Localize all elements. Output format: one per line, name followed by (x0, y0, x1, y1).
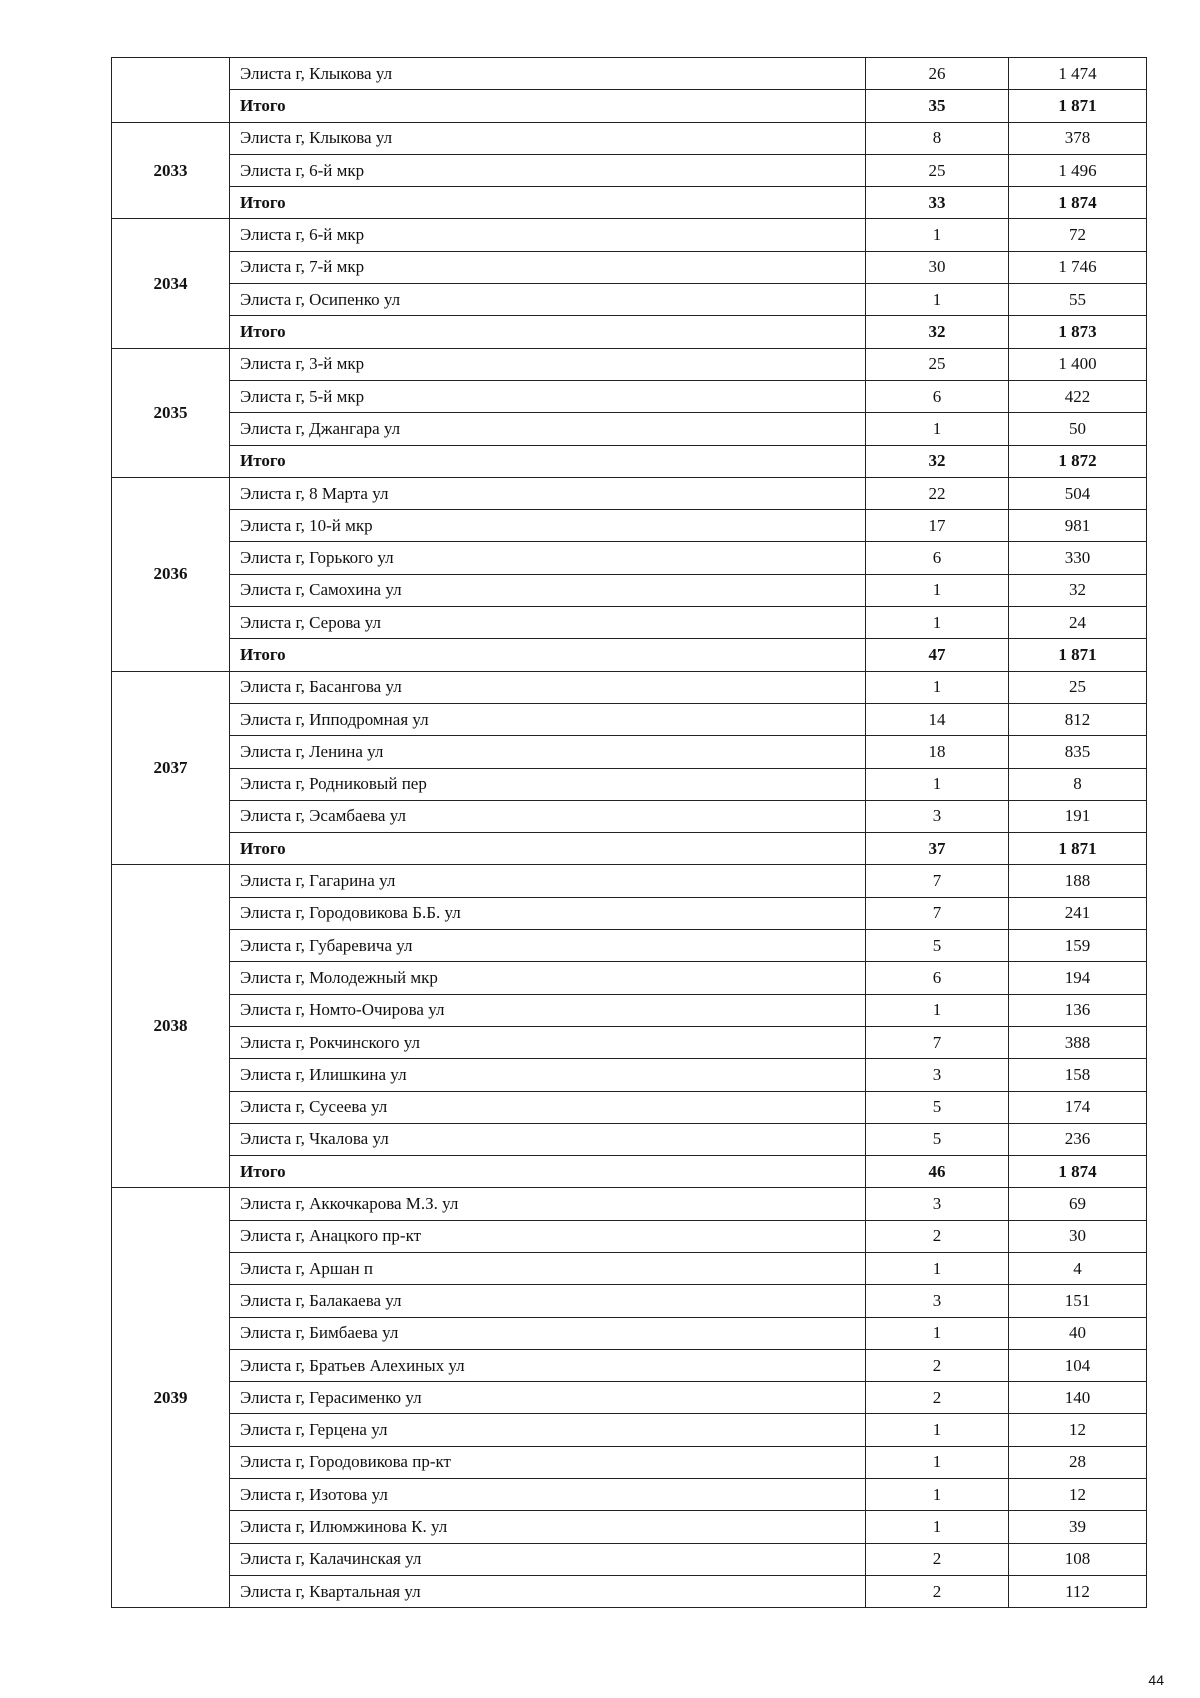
count-cell: 6 (866, 380, 1009, 412)
address-cell: Элиста г, Аккочкарова М.З. ул (230, 1188, 866, 1220)
total-row (112, 445, 1147, 477)
count-cell: 1 (866, 994, 1009, 1026)
address-cell: Элиста г, Илюмжинова К. ул (230, 1511, 866, 1543)
address-cell: Элиста г, Клыкова ул (230, 58, 866, 90)
count-cell: 3 (866, 1188, 1009, 1220)
table-body (112, 58, 1147, 1608)
count-cell: 1 (866, 1479, 1009, 1511)
address-cell: Элиста г, Самохина ул (230, 574, 866, 606)
count-cell: 1 (866, 284, 1009, 316)
year-cell: 2034 (112, 219, 230, 348)
table-row (112, 154, 1147, 186)
address-cell: Элиста г, Чкалова ул (230, 1123, 866, 1155)
count-cell: 30 (866, 251, 1009, 283)
table-row (112, 1575, 1147, 1607)
table-row (112, 1479, 1147, 1511)
value-cell: 188 (1009, 865, 1147, 897)
total-value: 1 873 (1009, 316, 1147, 348)
value-cell: 174 (1009, 1091, 1147, 1123)
address-cell: Элиста г, 10-й мкр (230, 510, 866, 542)
address-cell: Элиста г, Джангара ул (230, 413, 866, 445)
address-cell: Элиста г, Сусеева ул (230, 1091, 866, 1123)
table-row (112, 1317, 1147, 1349)
address-cell: Элиста г, Илишкина ул (230, 1059, 866, 1091)
count-cell: 1 (866, 1252, 1009, 1284)
count-cell: 1 (866, 1446, 1009, 1478)
count-cell: 1 (866, 768, 1009, 800)
table-row (112, 1349, 1147, 1381)
table-row (112, 574, 1147, 606)
table-row (112, 219, 1147, 251)
total-count: 37 (866, 833, 1009, 865)
table-row (112, 58, 1147, 90)
table-row (112, 1123, 1147, 1155)
year-cell: 2037 (112, 671, 230, 865)
count-cell: 2 (866, 1349, 1009, 1381)
table-row (112, 930, 1147, 962)
count-cell: 1 (866, 1317, 1009, 1349)
value-cell: 140 (1009, 1382, 1147, 1414)
value-cell: 40 (1009, 1317, 1147, 1349)
count-cell: 1 (866, 574, 1009, 606)
table-row (112, 607, 1147, 639)
address-cell: Элиста г, Бимбаева ул (230, 1317, 866, 1349)
table-row (112, 736, 1147, 768)
count-cell: 25 (866, 154, 1009, 186)
count-cell: 1 (866, 671, 1009, 703)
value-cell: 50 (1009, 413, 1147, 445)
table-row (112, 1285, 1147, 1317)
total-label: Итого (230, 187, 866, 219)
table-row (112, 380, 1147, 412)
total-value: 1 874 (1009, 187, 1147, 219)
value-cell: 835 (1009, 736, 1147, 768)
value-cell: 159 (1009, 930, 1147, 962)
count-cell: 25 (866, 348, 1009, 380)
table-row (112, 1382, 1147, 1414)
address-cell: Элиста г, Анацкого пр-кт (230, 1220, 866, 1252)
year-cell: 2033 (112, 122, 230, 219)
value-cell: 191 (1009, 800, 1147, 832)
address-cell: Элиста г, 3-й мкр (230, 348, 866, 380)
table-row (112, 865, 1147, 897)
count-cell: 3 (866, 1285, 1009, 1317)
address-cell: Элиста г, 5-й мкр (230, 380, 866, 412)
value-cell: 1 474 (1009, 58, 1147, 90)
value-cell: 4 (1009, 1252, 1147, 1284)
address-cell: Элиста г, Аршан п (230, 1252, 866, 1284)
value-cell: 12 (1009, 1414, 1147, 1446)
table-row (112, 1059, 1147, 1091)
count-cell: 14 (866, 703, 1009, 735)
count-cell: 5 (866, 1091, 1009, 1123)
value-cell: 104 (1009, 1349, 1147, 1381)
total-row (112, 1156, 1147, 1188)
total-value: 1 871 (1009, 90, 1147, 122)
table-row (112, 768, 1147, 800)
value-cell: 151 (1009, 1285, 1147, 1317)
count-cell: 1 (866, 607, 1009, 639)
total-value: 1 872 (1009, 445, 1147, 477)
count-cell: 1 (866, 1511, 1009, 1543)
table-row (112, 1026, 1147, 1058)
value-cell: 330 (1009, 542, 1147, 574)
total-count: 32 (866, 445, 1009, 477)
table-row (112, 962, 1147, 994)
total-row (112, 316, 1147, 348)
count-cell: 8 (866, 122, 1009, 154)
address-cell: Элиста г, Горького ул (230, 542, 866, 574)
address-cell: Элиста г, 8 Марта ул (230, 477, 866, 509)
address-cell: Элиста г, Братьев Алехиных ул (230, 1349, 866, 1381)
count-cell: 6 (866, 962, 1009, 994)
year-cell: 2035 (112, 348, 230, 477)
table-row (112, 800, 1147, 832)
count-cell: 3 (866, 800, 1009, 832)
address-cell: Элиста г, 6-й мкр (230, 154, 866, 186)
address-cell: Элиста г, Губаревича ул (230, 930, 866, 962)
total-count: 47 (866, 639, 1009, 671)
address-cell: Элиста г, Балакаева ул (230, 1285, 866, 1317)
total-value: 1 871 (1009, 639, 1147, 671)
total-count: 32 (866, 316, 1009, 348)
count-cell: 2 (866, 1382, 1009, 1414)
count-cell: 7 (866, 1026, 1009, 1058)
address-cell: Элиста г, Квартальная ул (230, 1575, 866, 1607)
address-cell: Элиста г, Городовикова пр-кт (230, 1446, 866, 1478)
value-cell: 28 (1009, 1446, 1147, 1478)
value-cell: 1 400 (1009, 348, 1147, 380)
count-cell: 5 (866, 1123, 1009, 1155)
count-cell: 3 (866, 1059, 1009, 1091)
address-cell: Элиста г, Городовикова Б.Б. ул (230, 897, 866, 929)
value-cell: 158 (1009, 1059, 1147, 1091)
address-cell: Элиста г, Герасименко ул (230, 1382, 866, 1414)
total-label: Итого (230, 833, 866, 865)
value-cell: 378 (1009, 122, 1147, 154)
table-row (112, 1091, 1147, 1123)
address-cell: Элиста г, Осипенко ул (230, 284, 866, 316)
total-value: 1 871 (1009, 833, 1147, 865)
address-cell: Элиста г, Изотова ул (230, 1479, 866, 1511)
address-cell: Элиста г, Эсамбаева ул (230, 800, 866, 832)
address-cell: Элиста г, Ипподромная ул (230, 703, 866, 735)
table-row (112, 897, 1147, 929)
address-cell: Элиста г, Калачинская ул (230, 1543, 866, 1575)
table-row (112, 994, 1147, 1026)
year-cell: 2039 (112, 1188, 230, 1608)
year-cell: 2038 (112, 865, 230, 1188)
value-cell: 136 (1009, 994, 1147, 1026)
value-cell: 1 746 (1009, 251, 1147, 283)
table-row (112, 413, 1147, 445)
address-cell: Элиста г, Родниковый пер (230, 768, 866, 800)
table-row (112, 1511, 1147, 1543)
count-cell: 22 (866, 477, 1009, 509)
total-row (112, 833, 1147, 865)
value-cell: 112 (1009, 1575, 1147, 1607)
count-cell: 2 (866, 1575, 1009, 1607)
table-row (112, 703, 1147, 735)
table-row (112, 477, 1147, 509)
table-row (112, 671, 1147, 703)
page-number: 44 (1148, 1672, 1164, 1688)
value-cell: 8 (1009, 768, 1147, 800)
address-cell: Элиста г, 7-й мкр (230, 251, 866, 283)
total-label: Итого (230, 1156, 866, 1188)
value-cell: 108 (1009, 1543, 1147, 1575)
count-cell: 5 (866, 930, 1009, 962)
total-label: Итого (230, 445, 866, 477)
table-row (112, 1220, 1147, 1252)
count-cell: 1 (866, 413, 1009, 445)
address-cell: Элиста г, Номто-Очирова ул (230, 994, 866, 1026)
total-count: 46 (866, 1156, 1009, 1188)
address-cell: Элиста г, 6-й мкр (230, 219, 866, 251)
count-cell: 2 (866, 1543, 1009, 1575)
value-cell: 32 (1009, 574, 1147, 606)
total-count: 33 (866, 187, 1009, 219)
address-cell: Элиста г, Ленина ул (230, 736, 866, 768)
count-cell: 26 (866, 58, 1009, 90)
data-table (111, 57, 1147, 1608)
address-cell: Элиста г, Рокчинского ул (230, 1026, 866, 1058)
value-cell: 241 (1009, 897, 1147, 929)
table-row (112, 1446, 1147, 1478)
value-cell: 69 (1009, 1188, 1147, 1220)
value-cell: 504 (1009, 477, 1147, 509)
count-cell: 7 (866, 865, 1009, 897)
year-cell: 2036 (112, 477, 230, 671)
year-cell (112, 58, 230, 123)
total-row (112, 639, 1147, 671)
address-cell: Элиста г, Басангова ул (230, 671, 866, 703)
value-cell: 72 (1009, 219, 1147, 251)
count-cell: 7 (866, 897, 1009, 929)
value-cell: 39 (1009, 1511, 1147, 1543)
value-cell: 30 (1009, 1220, 1147, 1252)
total-label: Итого (230, 316, 866, 348)
total-count: 35 (866, 90, 1009, 122)
count-cell: 6 (866, 542, 1009, 574)
total-label: Итого (230, 90, 866, 122)
total-label: Итого (230, 639, 866, 671)
count-cell: 1 (866, 219, 1009, 251)
address-cell: Элиста г, Гагарина ул (230, 865, 866, 897)
value-cell: 388 (1009, 1026, 1147, 1058)
table-row (112, 1543, 1147, 1575)
value-cell: 194 (1009, 962, 1147, 994)
table-row (112, 348, 1147, 380)
table-row (112, 251, 1147, 283)
table-row (112, 1188, 1147, 1220)
count-cell: 18 (866, 736, 1009, 768)
table-row (112, 542, 1147, 574)
value-cell: 236 (1009, 1123, 1147, 1155)
count-cell: 17 (866, 510, 1009, 542)
table-row (112, 510, 1147, 542)
value-cell: 981 (1009, 510, 1147, 542)
address-cell: Элиста г, Герцена ул (230, 1414, 866, 1446)
total-row (112, 90, 1147, 122)
value-cell: 24 (1009, 607, 1147, 639)
value-cell: 55 (1009, 284, 1147, 316)
value-cell: 25 (1009, 671, 1147, 703)
address-cell: Элиста г, Клыкова ул (230, 122, 866, 154)
total-row (112, 187, 1147, 219)
value-cell: 1 496 (1009, 154, 1147, 186)
count-cell: 1 (866, 1414, 1009, 1446)
count-cell: 2 (866, 1220, 1009, 1252)
table-row (112, 284, 1147, 316)
value-cell: 812 (1009, 703, 1147, 735)
value-cell: 12 (1009, 1479, 1147, 1511)
total-value: 1 874 (1009, 1156, 1147, 1188)
table-row (112, 1252, 1147, 1284)
address-cell: Элиста г, Молодежный мкр (230, 962, 866, 994)
address-cell: Элиста г, Серова ул (230, 607, 866, 639)
value-cell: 422 (1009, 380, 1147, 412)
table-row (112, 122, 1147, 154)
table-row (112, 1414, 1147, 1446)
